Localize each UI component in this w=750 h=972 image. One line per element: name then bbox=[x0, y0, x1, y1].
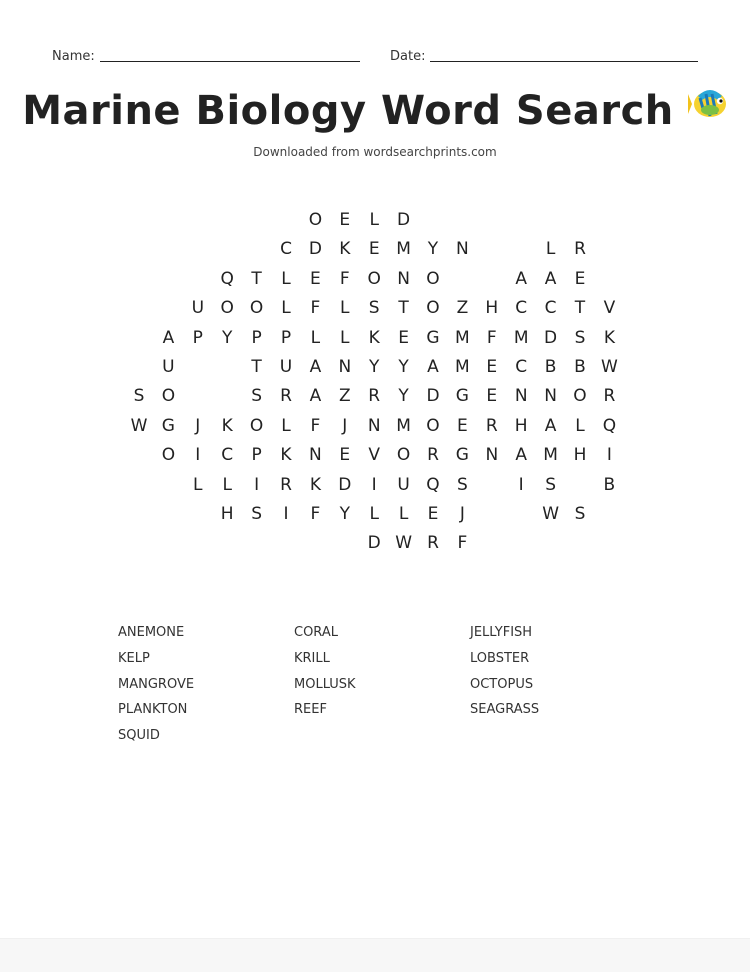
grid-letter[interactable]: O bbox=[573, 386, 587, 407]
grid-letter[interactable]: N bbox=[338, 357, 352, 377]
grid-letter[interactable]: F bbox=[310, 504, 321, 524]
word-list-item: CORAL bbox=[294, 625, 338, 640]
grid-letter[interactable]: V bbox=[368, 445, 380, 466]
grid-letter[interactable]: M bbox=[455, 327, 470, 348]
grid-letter[interactable]: T bbox=[251, 357, 262, 377]
grid-letter[interactable]: K bbox=[603, 327, 615, 348]
grid-letter[interactable]: V bbox=[603, 298, 616, 319]
grid-letter[interactable]: F bbox=[339, 268, 350, 289]
grid-letter[interactable]: O bbox=[426, 298, 440, 319]
grid-letter[interactable]: C bbox=[515, 298, 528, 319]
grid-letter[interactable]: N bbox=[309, 445, 322, 466]
grid-letter[interactable]: T bbox=[398, 298, 409, 319]
grid-letter[interactable]: N bbox=[544, 386, 557, 407]
grid-letter[interactable]: O bbox=[367, 268, 381, 289]
grid-letter[interactable]: Y bbox=[339, 504, 350, 524]
grid-letter[interactable]: R bbox=[427, 445, 439, 466]
grid-letter[interactable]: T bbox=[251, 268, 262, 289]
grid-letter[interactable]: Y bbox=[368, 357, 380, 377]
grid-letter[interactable]: P bbox=[280, 327, 292, 348]
grid-letter[interactable]: S bbox=[133, 386, 145, 407]
word-list-item: REEF bbox=[294, 702, 327, 718]
grid-letter[interactable]: E bbox=[457, 415, 468, 436]
grid-letter[interactable]: D bbox=[308, 239, 322, 260]
word-list-item: MOLLUSK bbox=[294, 676, 356, 692]
page-title-text: Marine Biology Word Search bbox=[22, 88, 674, 134]
grid-letter[interactable]: M bbox=[455, 357, 470, 377]
word-list-item: MANGROVE bbox=[118, 676, 195, 692]
word-list-item: JELLYFISH bbox=[470, 625, 533, 640]
grid-letter[interactable]: L bbox=[369, 504, 379, 524]
grid-letter[interactable]: G bbox=[455, 445, 469, 466]
grid-letter[interactable]: M bbox=[543, 445, 558, 466]
grid-letter[interactable]: K bbox=[221, 415, 233, 436]
grid-letter[interactable]: O bbox=[161, 386, 176, 407]
grid-letter[interactable]: R bbox=[280, 386, 292, 407]
word-list-item: SQUID bbox=[118, 728, 160, 744]
grid-letter[interactable]: D bbox=[426, 386, 440, 407]
grid-letter[interactable]: C bbox=[544, 298, 557, 319]
grid-letter[interactable]: R bbox=[368, 386, 381, 407]
grid-letter[interactable]: C bbox=[221, 445, 234, 466]
grid-letter[interactable]: E bbox=[310, 268, 321, 289]
grid-letter[interactable]: H bbox=[573, 445, 587, 466]
grid-letter[interactable]: E bbox=[486, 386, 498, 407]
grid-letter[interactable]: G bbox=[426, 327, 440, 348]
grid-letter[interactable]: A bbox=[544, 415, 557, 436]
grid-letter[interactable]: E bbox=[574, 268, 586, 289]
grid-letter[interactable]: U bbox=[191, 298, 205, 319]
grid-letter[interactable]: W bbox=[130, 415, 148, 436]
grid-letter[interactable]: R bbox=[427, 533, 439, 554]
grid-letter[interactable]: S bbox=[251, 386, 262, 407]
grid-letter[interactable]: Y bbox=[221, 327, 233, 348]
grid-letter[interactable]: F bbox=[310, 298, 321, 319]
footer-band bbox=[0, 938, 750, 972]
grid-letter[interactable]: O bbox=[220, 298, 234, 319]
word-list-item: KELP bbox=[118, 650, 150, 666]
grid-letter[interactable]: M bbox=[513, 327, 529, 348]
grid-letter[interactable]: B bbox=[603, 474, 616, 495]
grid-letter[interactable]: A bbox=[544, 268, 557, 289]
grid-letter[interactable]: Y bbox=[427, 239, 439, 260]
grid-letter[interactable]: R bbox=[574, 239, 586, 260]
grid-letter[interactable]: Y bbox=[398, 386, 409, 407]
grid-letter[interactable]: K bbox=[339, 239, 351, 260]
grid-letter[interactable]: E bbox=[339, 445, 351, 466]
word-list-item: PLANKTON bbox=[118, 702, 188, 718]
grid-letter[interactable]: S bbox=[574, 327, 586, 348]
grid-letter[interactable]: I bbox=[371, 474, 377, 495]
grid-letter[interactable]: H bbox=[485, 298, 499, 319]
grid-letter[interactable]: M bbox=[396, 415, 411, 436]
word-list-item: OCTOPUS bbox=[470, 676, 534, 692]
grid-letter[interactable]: L bbox=[281, 268, 291, 289]
grid-letter[interactable]: E bbox=[427, 504, 439, 524]
grid-letter[interactable]: I bbox=[606, 445, 612, 466]
grid-letter[interactable]: L bbox=[545, 239, 556, 260]
grid-letter[interactable]: G bbox=[455, 386, 469, 407]
grid-letter[interactable]: Q bbox=[426, 474, 440, 495]
grid-letter[interactable]: C bbox=[515, 357, 528, 377]
grid-letter[interactable]: L bbox=[281, 415, 291, 436]
grid-letter[interactable]: S bbox=[545, 474, 556, 495]
grid-letter[interactable]: Q bbox=[220, 268, 234, 289]
grid-letter[interactable]: H bbox=[514, 415, 528, 436]
grid-letter[interactable]: B bbox=[544, 357, 557, 377]
grid-letter[interactable]: L bbox=[340, 298, 350, 319]
grid-letter[interactable]: Z bbox=[456, 298, 469, 319]
grid-letter[interactable]: R bbox=[280, 474, 292, 495]
grid-letter[interactable]: O bbox=[396, 445, 411, 466]
grid-letter[interactable]: O bbox=[308, 210, 323, 230]
grid-letter[interactable]: I bbox=[254, 474, 260, 495]
grid-letter[interactable]: H bbox=[220, 504, 234, 524]
grid-letter[interactable]: A bbox=[309, 357, 322, 377]
grid-letter[interactable]: J bbox=[342, 415, 348, 436]
grid-letter[interactable]: E bbox=[339, 210, 351, 230]
grid-letter[interactable]: O bbox=[249, 298, 264, 319]
word-list-item: ANEMONE bbox=[118, 625, 185, 640]
grid-letter[interactable]: N bbox=[514, 386, 528, 407]
name-label: Name: bbox=[52, 49, 95, 64]
grid-letter[interactable]: A bbox=[162, 327, 175, 348]
grid-letter[interactable]: I bbox=[195, 445, 201, 466]
word-list-item: KRILL bbox=[294, 650, 330, 666]
grid-letter[interactable]: L bbox=[310, 327, 321, 348]
grid-letter[interactable]: N bbox=[485, 445, 499, 466]
date-label: Date: bbox=[390, 49, 426, 64]
grid-letter[interactable]: N bbox=[397, 268, 410, 289]
grid-letter[interactable]: D bbox=[397, 210, 411, 230]
grid-letter[interactable]: B bbox=[574, 357, 586, 377]
grid-letter[interactable]: K bbox=[309, 474, 321, 495]
grid-letter[interactable]: F bbox=[457, 533, 468, 554]
grid-letter[interactable]: Q bbox=[602, 415, 617, 436]
grid-letter[interactable]: R bbox=[485, 415, 498, 436]
grid-letter[interactable]: U bbox=[397, 474, 410, 495]
grid-letter[interactable]: I bbox=[518, 474, 524, 495]
word-list-item: SEAGRASS bbox=[470, 702, 540, 718]
grid-letter[interactable]: L bbox=[193, 474, 203, 495]
grid-letter[interactable]: A bbox=[309, 386, 322, 407]
grid-letter[interactable]: I bbox=[283, 504, 289, 524]
grid-letter[interactable]: K bbox=[368, 327, 380, 348]
grid-letter[interactable]: A bbox=[515, 268, 527, 289]
grid-letter[interactable]: L bbox=[222, 474, 232, 495]
grid-letter[interactable]: L bbox=[575, 415, 585, 436]
grid-letter[interactable]: L bbox=[398, 504, 409, 524]
grid-letter[interactable]: O bbox=[426, 268, 440, 289]
grid-letter[interactable]: L bbox=[340, 327, 350, 348]
grid-letter[interactable]: P bbox=[192, 327, 203, 348]
grid-letter[interactable]: S bbox=[251, 504, 262, 524]
grid-letter[interactable]: S bbox=[368, 298, 380, 319]
grid-letter[interactable]: F bbox=[310, 415, 321, 436]
grid-letter[interactable]: D bbox=[338, 474, 352, 495]
grid-letter[interactable]: D bbox=[367, 533, 381, 554]
grid-letter[interactable]: L bbox=[281, 298, 291, 319]
grid-letter[interactable]: D bbox=[544, 327, 558, 348]
grid-letter[interactable]: K bbox=[280, 445, 292, 466]
grid-letter[interactable]: L bbox=[369, 210, 379, 230]
grid-letter[interactable]: A bbox=[427, 357, 439, 377]
grid-letter[interactable]: Y bbox=[398, 357, 409, 377]
grid-letter[interactable]: W bbox=[395, 533, 412, 554]
grid-letter[interactable]: U bbox=[162, 357, 175, 377]
grid-letter[interactable]: A bbox=[515, 445, 527, 466]
grid-letter[interactable]: U bbox=[279, 357, 293, 377]
grid-letter[interactable]: F bbox=[486, 327, 497, 348]
grid-letter[interactable]: W bbox=[600, 357, 618, 377]
grid-letter[interactable]: O bbox=[249, 415, 264, 436]
grid-letter[interactable]: W bbox=[542, 504, 559, 524]
grid-letter[interactable]: N bbox=[367, 415, 381, 436]
grid-letter[interactable]: T bbox=[574, 298, 586, 319]
source-credit: Downloaded from wordsearchprints.com bbox=[253, 145, 497, 159]
grid-letter[interactable]: E bbox=[368, 239, 380, 260]
grid-letter[interactable]: E bbox=[398, 327, 409, 348]
grid-letter[interactable]: P bbox=[251, 327, 262, 348]
grid-letter[interactable]: O bbox=[161, 445, 176, 466]
grid-letter[interactable]: N bbox=[456, 239, 469, 260]
grid-letter[interactable]: O bbox=[426, 415, 440, 436]
grid-letter[interactable]: G bbox=[161, 415, 175, 436]
word-list-item: LOBSTER bbox=[470, 650, 530, 666]
grid-letter[interactable]: E bbox=[486, 357, 498, 377]
grid-letter[interactable]: Z bbox=[338, 386, 351, 407]
grid-letter[interactable]: S bbox=[574, 504, 586, 524]
grid-letter[interactable]: S bbox=[456, 474, 468, 495]
grid-letter[interactable]: J bbox=[459, 504, 465, 524]
grid-letter[interactable]: P bbox=[251, 445, 262, 466]
grid-letter[interactable]: J bbox=[195, 415, 201, 436]
grid-letter[interactable]: R bbox=[603, 386, 616, 407]
grid-letter[interactable]: C bbox=[280, 239, 292, 260]
grid-letter[interactable]: M bbox=[396, 239, 411, 260]
